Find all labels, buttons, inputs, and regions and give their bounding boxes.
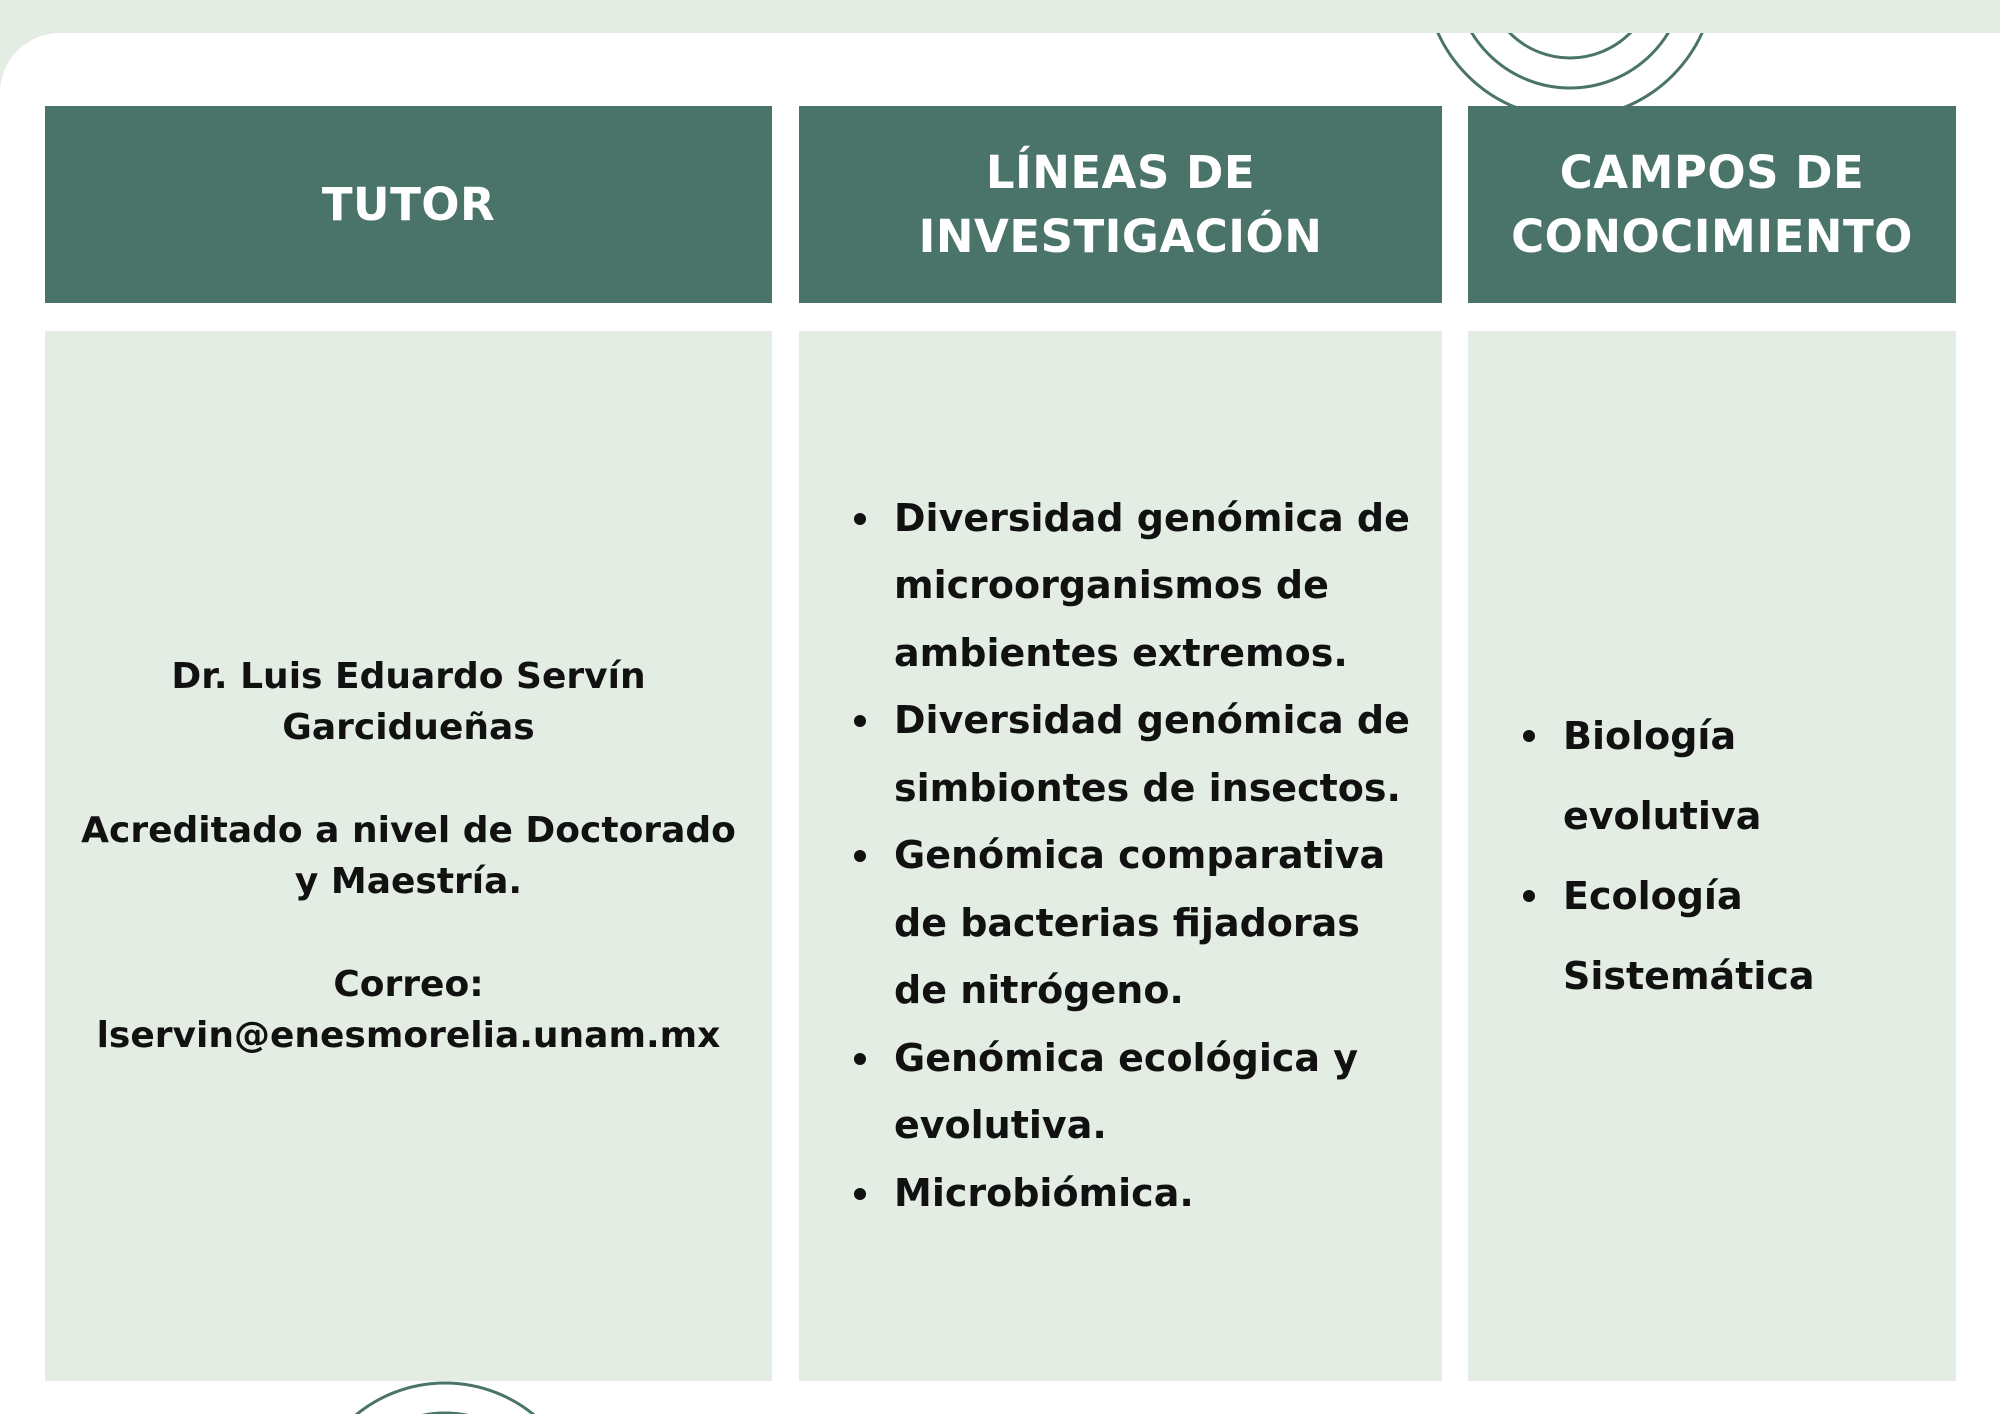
list-item-text: Genómica comparativa de bacterias fijadoras de nitrógeno. — [894, 833, 1386, 1013]
list-item-text: Microbiómica. — [894, 1170, 1194, 1215]
lineas-investigacion-cell — [799, 331, 1442, 1381]
header-campos-conocimiento — [1468, 106, 1956, 303]
header-lineas-investigacion — [799, 106, 1442, 303]
list-item — [894, 485, 1422, 688]
list-item — [894, 822, 1422, 1025]
tutor-accreditation: Acreditado a nivel de Doctorado y Maestría. — [81, 810, 736, 902]
tutor-info — [45, 651, 772, 1061]
tutor-cell — [45, 331, 772, 1381]
list-item — [894, 687, 1422, 822]
campos-conocimiento-cell — [1468, 331, 1956, 1381]
tutor-email: lservin@enesmorelia.unam.mx — [96, 1015, 721, 1056]
bullet-icon — [854, 1053, 866, 1065]
email-label: Correo: — [333, 964, 484, 1005]
concentric-arcs-top-decoration — [1405, 33, 1735, 113]
header-lineas-label: LÍNEAS DE INVESTIGACIÓN — [918, 145, 1323, 263]
bullet-icon — [854, 850, 866, 862]
list-item-text: Diversidad genómica de microorganismos de ambientes extremos. — [894, 495, 1410, 675]
list-item-text: Biología evolutiva — [1563, 714, 1762, 838]
header-tutor-label: TUTOR — [321, 177, 496, 231]
list-item-text: Genómica ecológica y evolutiva. — [894, 1035, 1359, 1148]
bullet-icon — [854, 715, 866, 727]
list-item — [894, 1025, 1422, 1160]
campos-list — [1468, 696, 1956, 1016]
tutor-contact — [65, 959, 752, 1061]
list-item — [1563, 696, 1946, 856]
list-item — [1563, 856, 1946, 1016]
content-card — [0, 33, 2000, 1414]
list-item-text: Ecología Sistemática — [1563, 874, 1815, 998]
header-campos-label — [1511, 141, 1913, 269]
bullet-icon — [854, 1188, 866, 1200]
list-item-text: Diversidad genómica de simbiontes de insectos. — [894, 698, 1410, 810]
lineas-list — [799, 485, 1442, 1228]
tutor-name: Dr. Luis Eduardo Servín Garcidueñas — [171, 656, 646, 748]
bullet-icon — [1523, 890, 1535, 902]
bullet-icon — [1523, 730, 1535, 742]
header-tutor — [45, 106, 772, 303]
bullet-icon — [854, 513, 866, 525]
list-item — [894, 1160, 1422, 1228]
header-campos-line2: CONOCIMIENTO — [1511, 209, 1913, 263]
header-campos-line1: CAMPOS DE — [1559, 145, 1865, 199]
